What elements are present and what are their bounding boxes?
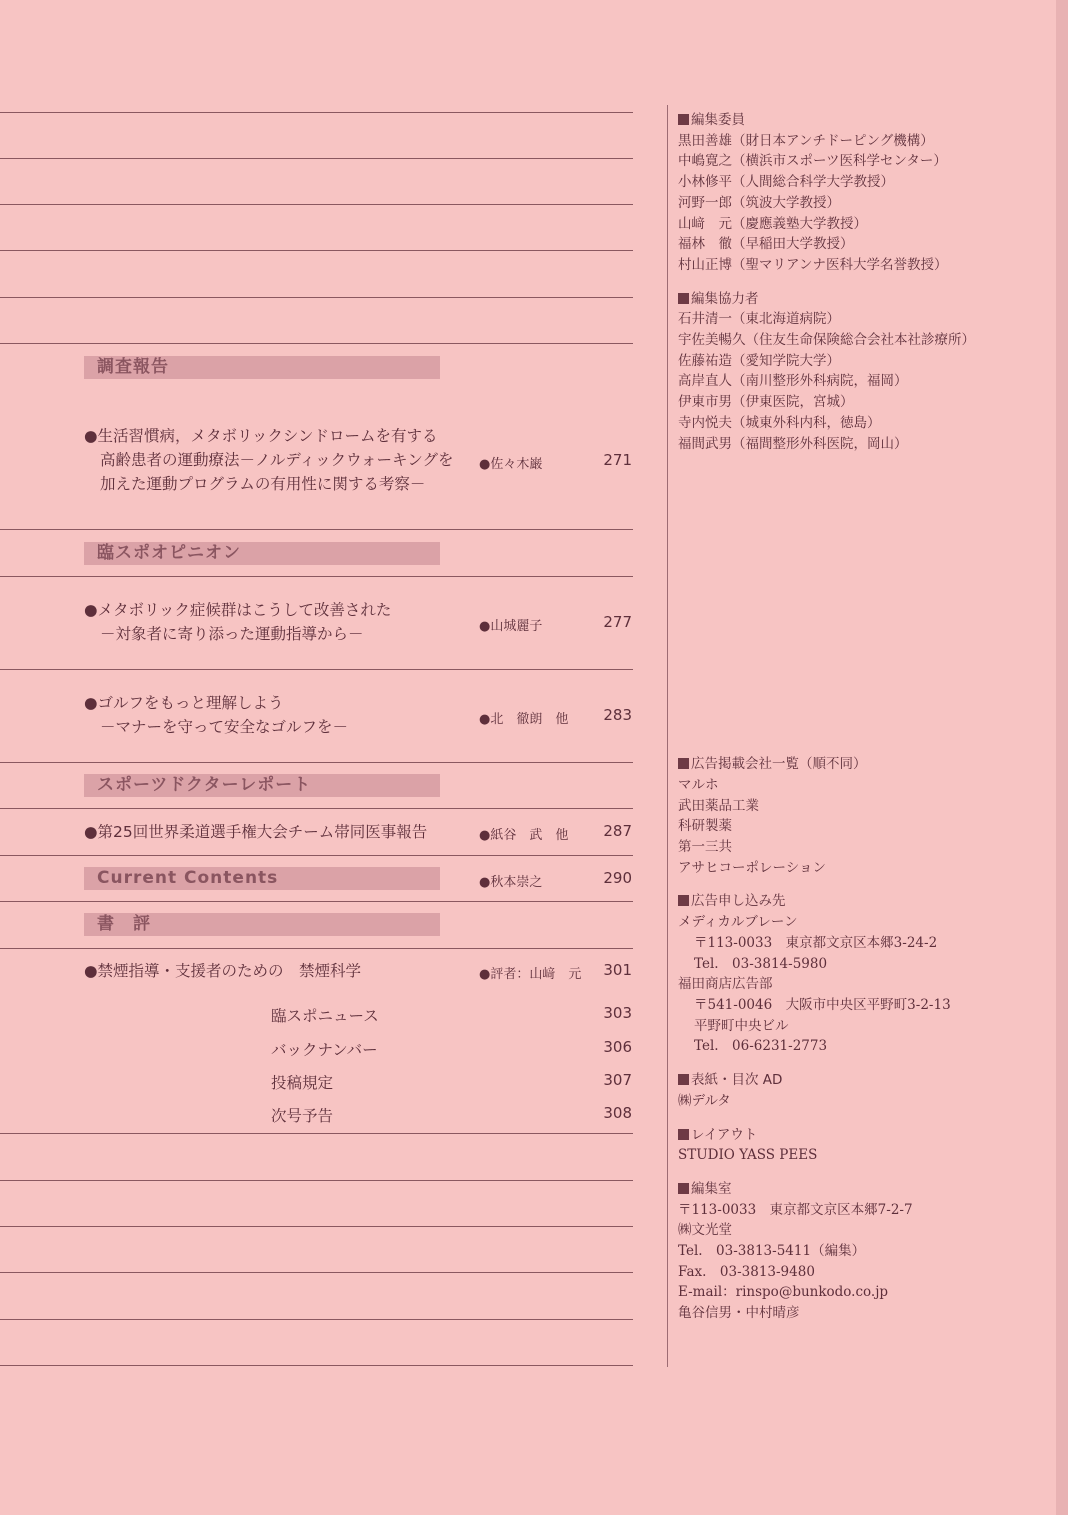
office-line: 〒113-0033 東京都文京区本郷7-2-7 [678,1201,913,1218]
advertiser-line: 第一三共 [678,839,732,856]
title-line: 高齢患者の運動療法－ノルディックウォーキングを [100,451,454,469]
ad-contact-block [678,891,1058,1057]
author: ●山城麗子 [479,619,543,634]
ad-contact-line: 〒113-0033 東京都文京区本郷3-24-2 [694,934,938,951]
rule [0,808,633,809]
section-header-doctor-report: スポーツドクターレポート [84,774,440,797]
editor-line: 福林 徹（早稲田大学教授） [678,236,854,253]
cooperator-line: 高岸直人（南川整形外科病院，福岡） [678,373,908,390]
office-block [678,1179,1058,1324]
rule [0,1365,633,1366]
page-number: 271 [603,451,632,469]
rule [0,1133,633,1134]
ad-contact-line: 〒541-0046 大阪市中央区平野町3-2-13 [694,996,951,1013]
rule [0,855,633,856]
office-line: 亀谷信男・中村晴彦 [678,1305,800,1322]
section-header-opinion: 臨スポオピニオン [84,542,440,565]
cooperator-line: 福間武男（福間整形外科医院，岡山） [678,435,908,452]
page-number: 283 [603,706,632,724]
title-line: ●第25回世界柔道選手権大会チーム帯同医事報告 [84,823,428,841]
title-line: －対象者に寄り添った運動指導から－ [100,625,364,643]
toc-entry-title[interactable] [84,959,361,983]
office-heading: 編集室 [678,1179,1058,1200]
layout-block [678,1125,1058,1166]
ad-contact-line: Tel. 06-6231-2773 [694,1038,828,1055]
page-number: 301 [603,961,632,979]
cooperator-line: 宇佐美暢久（住友生命保険総合会社本社診療所） [678,332,975,349]
page-number: 303 [603,1004,632,1022]
cooperator-line: 伊東市男（伊東医院，宮城） [678,394,854,411]
square-bullet-icon [678,895,689,906]
cover-line: ㈱デルタ [678,1092,731,1109]
editor-line: 山﨑 元（慶應義塾大学教授） [678,215,867,232]
title-line: ●禁煙指導・支援者のための 禁煙科学 [84,962,362,980]
office-line: ㈱文光堂 [678,1222,732,1239]
ad-contact-line: 福田商店広告部 [678,976,773,993]
office-line: Tel. 03-3813-5411（編集） [678,1243,866,1260]
cover-heading: 表紙・目次 AD [678,1070,1058,1091]
rule [0,1272,633,1273]
cover-block [678,1070,1058,1111]
ad-contact-line: メディカルブレーン [678,914,798,931]
layout-line: STUDIO YASS PEES [678,1147,818,1164]
editor-line: 村山正博（聖マリアンナ医科大学名誉教授） [678,256,948,273]
cooperator-line: 佐藤祐造（愛知学院大学） [678,352,840,369]
page-number: 308 [603,1104,632,1122]
page-number: 290 [603,869,632,887]
misc-next-issue[interactable]: 次号予告 [271,1107,334,1125]
rule [0,250,633,251]
author: ●紙谷 武 他 [479,828,569,843]
author: ●北 徹朗 他 [479,712,569,727]
advertiser-line: マルホ [678,776,719,793]
section-header-survey: 調査報告 [84,356,440,379]
toc-entry-title[interactable] [84,598,391,646]
spacer [678,467,1058,754]
layout-heading: レイアウト [678,1125,1058,1146]
author: ●秋本崇之 [479,875,543,890]
page-number: 307 [603,1071,632,1089]
colophon [678,110,1058,1337]
rule [0,1180,633,1181]
rule [0,297,633,298]
editor-line: 黒田善雄（財日本アンチドーピング機構） [678,132,934,149]
rule [0,948,633,949]
section-header-book-review: 書 評 [84,913,440,936]
square-bullet-icon [678,293,689,304]
ad-contact-line: Tel. 03-3814-5980 [694,955,828,972]
square-bullet-icon [678,1183,689,1194]
rule [0,343,633,344]
square-bullet-icon [678,758,689,769]
column-divider [667,105,668,1367]
advertisers-block [678,754,1058,878]
title-line: ●ゴルフをもっと理解しよう [84,694,284,712]
editor-line: 河野一郎（筑波大学教授） [678,194,840,211]
ad-contact-line: 平野町中央ビル [694,1017,789,1034]
misc-news[interactable]: 臨スポニュース [271,1007,379,1025]
rule [0,762,633,763]
page-number: 277 [603,613,632,631]
toc-entry-title[interactable] [84,820,427,844]
rule [0,529,633,530]
rule [0,669,633,670]
rule [0,1319,633,1320]
square-bullet-icon [678,114,689,125]
advertiser-line: 武田薬品工業 [678,797,759,814]
editors-heading: 編集委員 [678,110,1058,131]
author: ●評者：山﨑 元 [479,967,582,982]
title-line: ●生活習慣病，メタボリックシンドロームを有する [84,427,438,445]
toc-entry-title[interactable] [84,424,454,496]
page-number: 287 [603,822,632,840]
rule [0,112,633,113]
office-email[interactable]: E-mail：rinspo@bunkodo.co.jp [678,1284,889,1301]
square-bullet-icon [678,1129,689,1140]
editor-line: 小林修平（人間総合科学大学教授） [678,174,894,191]
advertiser-line: アサヒコーポレーション [678,859,826,876]
rule [0,576,633,577]
section-header-current-contents: Current Contents [84,867,440,890]
title-line: 加えた運動プログラムの有用性に関する考察－ [100,475,426,493]
editor-line: 中嶋寛之（横浜市スポーツ医科学センター） [678,153,947,170]
author: ●佐々木巌 [479,457,543,472]
misc-back-numbers[interactable]: バックナンバー [271,1041,378,1059]
page-number: 306 [603,1038,632,1056]
rule [0,901,633,902]
rule [0,1226,633,1227]
cooperators-block [678,289,1058,455]
misc-submission-rules[interactable]: 投稿規定 [271,1074,334,1092]
cooperator-line: 石井清一（東北海道病院） [678,311,840,328]
rule [0,204,633,205]
advertisers-heading: 広告掲載会社一覧（順不同） [678,754,1058,775]
editors-block [678,110,1058,276]
rule [0,158,633,159]
title-line: ●メタボリック症候群はこうして改善された [84,601,392,619]
square-bullet-icon [678,1074,689,1085]
toc-entry-title[interactable] [84,691,348,739]
office-line: Fax. 03-3813-9480 [678,1263,815,1280]
cooperator-line: 寺内悦夫（城東外科内科，徳島） [678,414,881,431]
ad-contact-heading: 広告申し込み先 [678,891,1058,912]
title-line: －マナーを守って安全なゴルフを－ [100,718,349,736]
cooperators-heading: 編集協力者 [678,289,1058,310]
advertiser-line: 科研製薬 [678,818,732,835]
